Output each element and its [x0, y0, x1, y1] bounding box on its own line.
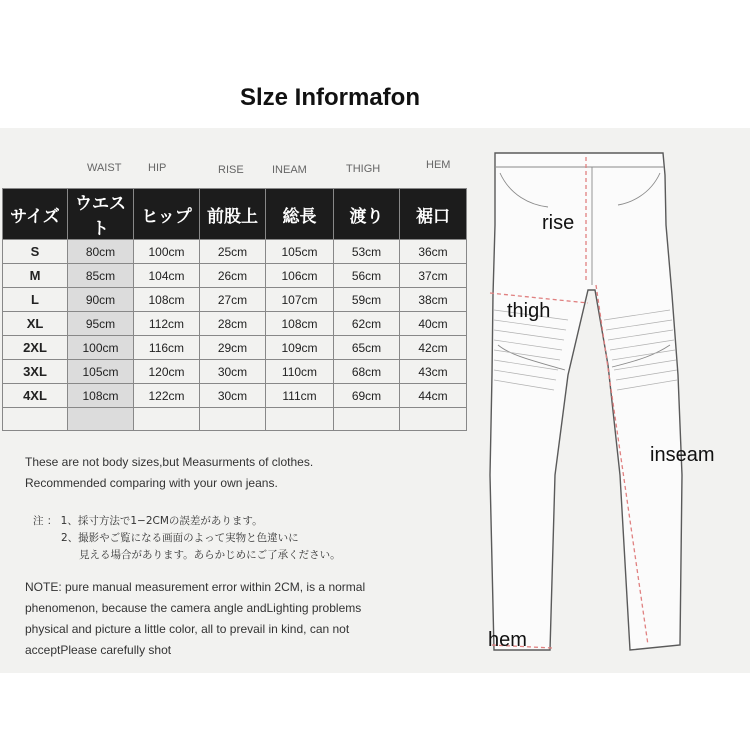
- note-line: NOTE: pure manual measurement error within 2CM, is a normal: [25, 580, 366, 594]
- table-row: [3, 360, 467, 384]
- table-cell: 38cm: [400, 288, 467, 312]
- table-cell: 85cm: [68, 264, 134, 288]
- table-cell: 120cm: [134, 360, 200, 384]
- label-hem: hem: [488, 629, 527, 651]
- note-line: physical and picture a little color, all to prevail in kind, can not: [25, 622, 350, 636]
- size-cell: M: [3, 264, 68, 288]
- jeans-diagram: [470, 145, 730, 665]
- table-row: [3, 288, 467, 312]
- table-cell: 109cm: [266, 336, 334, 360]
- table-cell: 104cm: [134, 264, 200, 288]
- note-jp-line: 注 ： 1、採寸方法で1−2CMの誤差があります。: [33, 515, 263, 527]
- table-cell: 42cm: [400, 336, 467, 360]
- header-hem: HEM: [426, 159, 451, 171]
- table-cell: 122cm: [134, 384, 200, 408]
- table-cell: [400, 408, 467, 431]
- note-jp-line: 2、撮影やご覧になる画面のよって実物と色違いに: [61, 532, 299, 544]
- table-header-row: [3, 189, 467, 240]
- table-cell: 95cm: [68, 312, 134, 336]
- table-cell: [200, 408, 266, 431]
- note-body-sizes: [25, 452, 313, 494]
- table-cell: 44cm: [400, 384, 467, 408]
- size-cell: 2XL: [3, 336, 68, 360]
- table-cell: [334, 408, 400, 431]
- table-cell: 80cm: [68, 240, 134, 264]
- note-line: These are not body sizes,but Measurments of clothes.: [25, 455, 314, 469]
- table-row: [3, 312, 467, 336]
- table-row: [3, 264, 467, 288]
- table-cell: 107cm: [266, 288, 334, 312]
- col-size: サイズ: [3, 189, 68, 240]
- note-line: Recommended comparing with your own jeans.: [25, 476, 278, 490]
- table-cell: [266, 408, 334, 431]
- note-jp-line: 見える場合があります。あらかじめにご了承ください。: [79, 549, 341, 561]
- col-rise: 前股上: [200, 189, 266, 240]
- col-waist: ウエスト: [68, 189, 134, 240]
- header-thigh: THIGH: [346, 163, 381, 175]
- table-cell: 116cm: [134, 336, 200, 360]
- size-cell: 3XL: [3, 360, 68, 384]
- header-rise: RISE: [218, 164, 244, 176]
- table-cell: 65cm: [334, 336, 400, 360]
- table-cell: 29cm: [200, 336, 266, 360]
- note-line: acceptPlease carefully shot: [25, 643, 172, 657]
- english-headers: [0, 158, 470, 182]
- col-inseam: 総長: [266, 189, 334, 240]
- table-cell: 37cm: [400, 264, 467, 288]
- table-cell: 100cm: [68, 336, 134, 360]
- table-cell: 30cm: [200, 360, 266, 384]
- table-cell: 53cm: [334, 240, 400, 264]
- table-row: [3, 240, 467, 264]
- size-cell: S: [3, 240, 68, 264]
- size-cell: XL: [3, 312, 68, 336]
- note-line: phenomenon, because the camera angle andLighting problems: [25, 601, 362, 615]
- table-cell: 68cm: [334, 360, 400, 384]
- table-cell: 105cm: [266, 240, 334, 264]
- table-cell: 108cm: [134, 288, 200, 312]
- table-cell: 69cm: [334, 384, 400, 408]
- col-hem: 裾口: [400, 189, 467, 240]
- header-waist: WAIST: [87, 162, 122, 174]
- note-measurement: [25, 577, 365, 661]
- table-cell: 110cm: [266, 360, 334, 384]
- label-inseam: inseam: [650, 444, 715, 466]
- col-thigh: 渡り: [334, 189, 400, 240]
- table-cell: [68, 408, 134, 431]
- table-row: [3, 336, 467, 360]
- table-cell: 62cm: [334, 312, 400, 336]
- table-cell: 43cm: [400, 360, 467, 384]
- size-cell: L: [3, 288, 68, 312]
- table-cell: 100cm: [134, 240, 200, 264]
- table-row: [3, 384, 467, 408]
- table-cell: 90cm: [68, 288, 134, 312]
- table-cell: 105cm: [68, 360, 134, 384]
- table-cell: 112cm: [134, 312, 200, 336]
- table-cell: 25cm: [200, 240, 266, 264]
- size-cell: 4XL: [3, 384, 68, 408]
- table-cell: 108cm: [266, 312, 334, 336]
- table-cell: 27cm: [200, 288, 266, 312]
- table-cell: 56cm: [334, 264, 400, 288]
- header-ineam: INEAM: [272, 164, 307, 176]
- table-cell: 40cm: [400, 312, 467, 336]
- label-thigh: thigh: [507, 300, 551, 322]
- table-cell: [3, 408, 68, 431]
- label-rise: rise: [542, 212, 575, 234]
- col-hip: ヒップ: [134, 189, 200, 240]
- table-cell: 28cm: [200, 312, 266, 336]
- table-cell: 59cm: [334, 288, 400, 312]
- table-cell: 106cm: [266, 264, 334, 288]
- table-cell: 108cm: [68, 384, 134, 408]
- table-cell: 36cm: [400, 240, 467, 264]
- size-table: [2, 188, 467, 431]
- header-hip: HIP: [148, 162, 167, 174]
- table-cell: 111cm: [266, 384, 334, 408]
- table-cell: 26cm: [200, 264, 266, 288]
- table-row-empty: [3, 408, 467, 431]
- table-cell: [134, 408, 200, 431]
- page-title: Slze Informafon: [239, 84, 420, 111]
- table-cell: 30cm: [200, 384, 266, 408]
